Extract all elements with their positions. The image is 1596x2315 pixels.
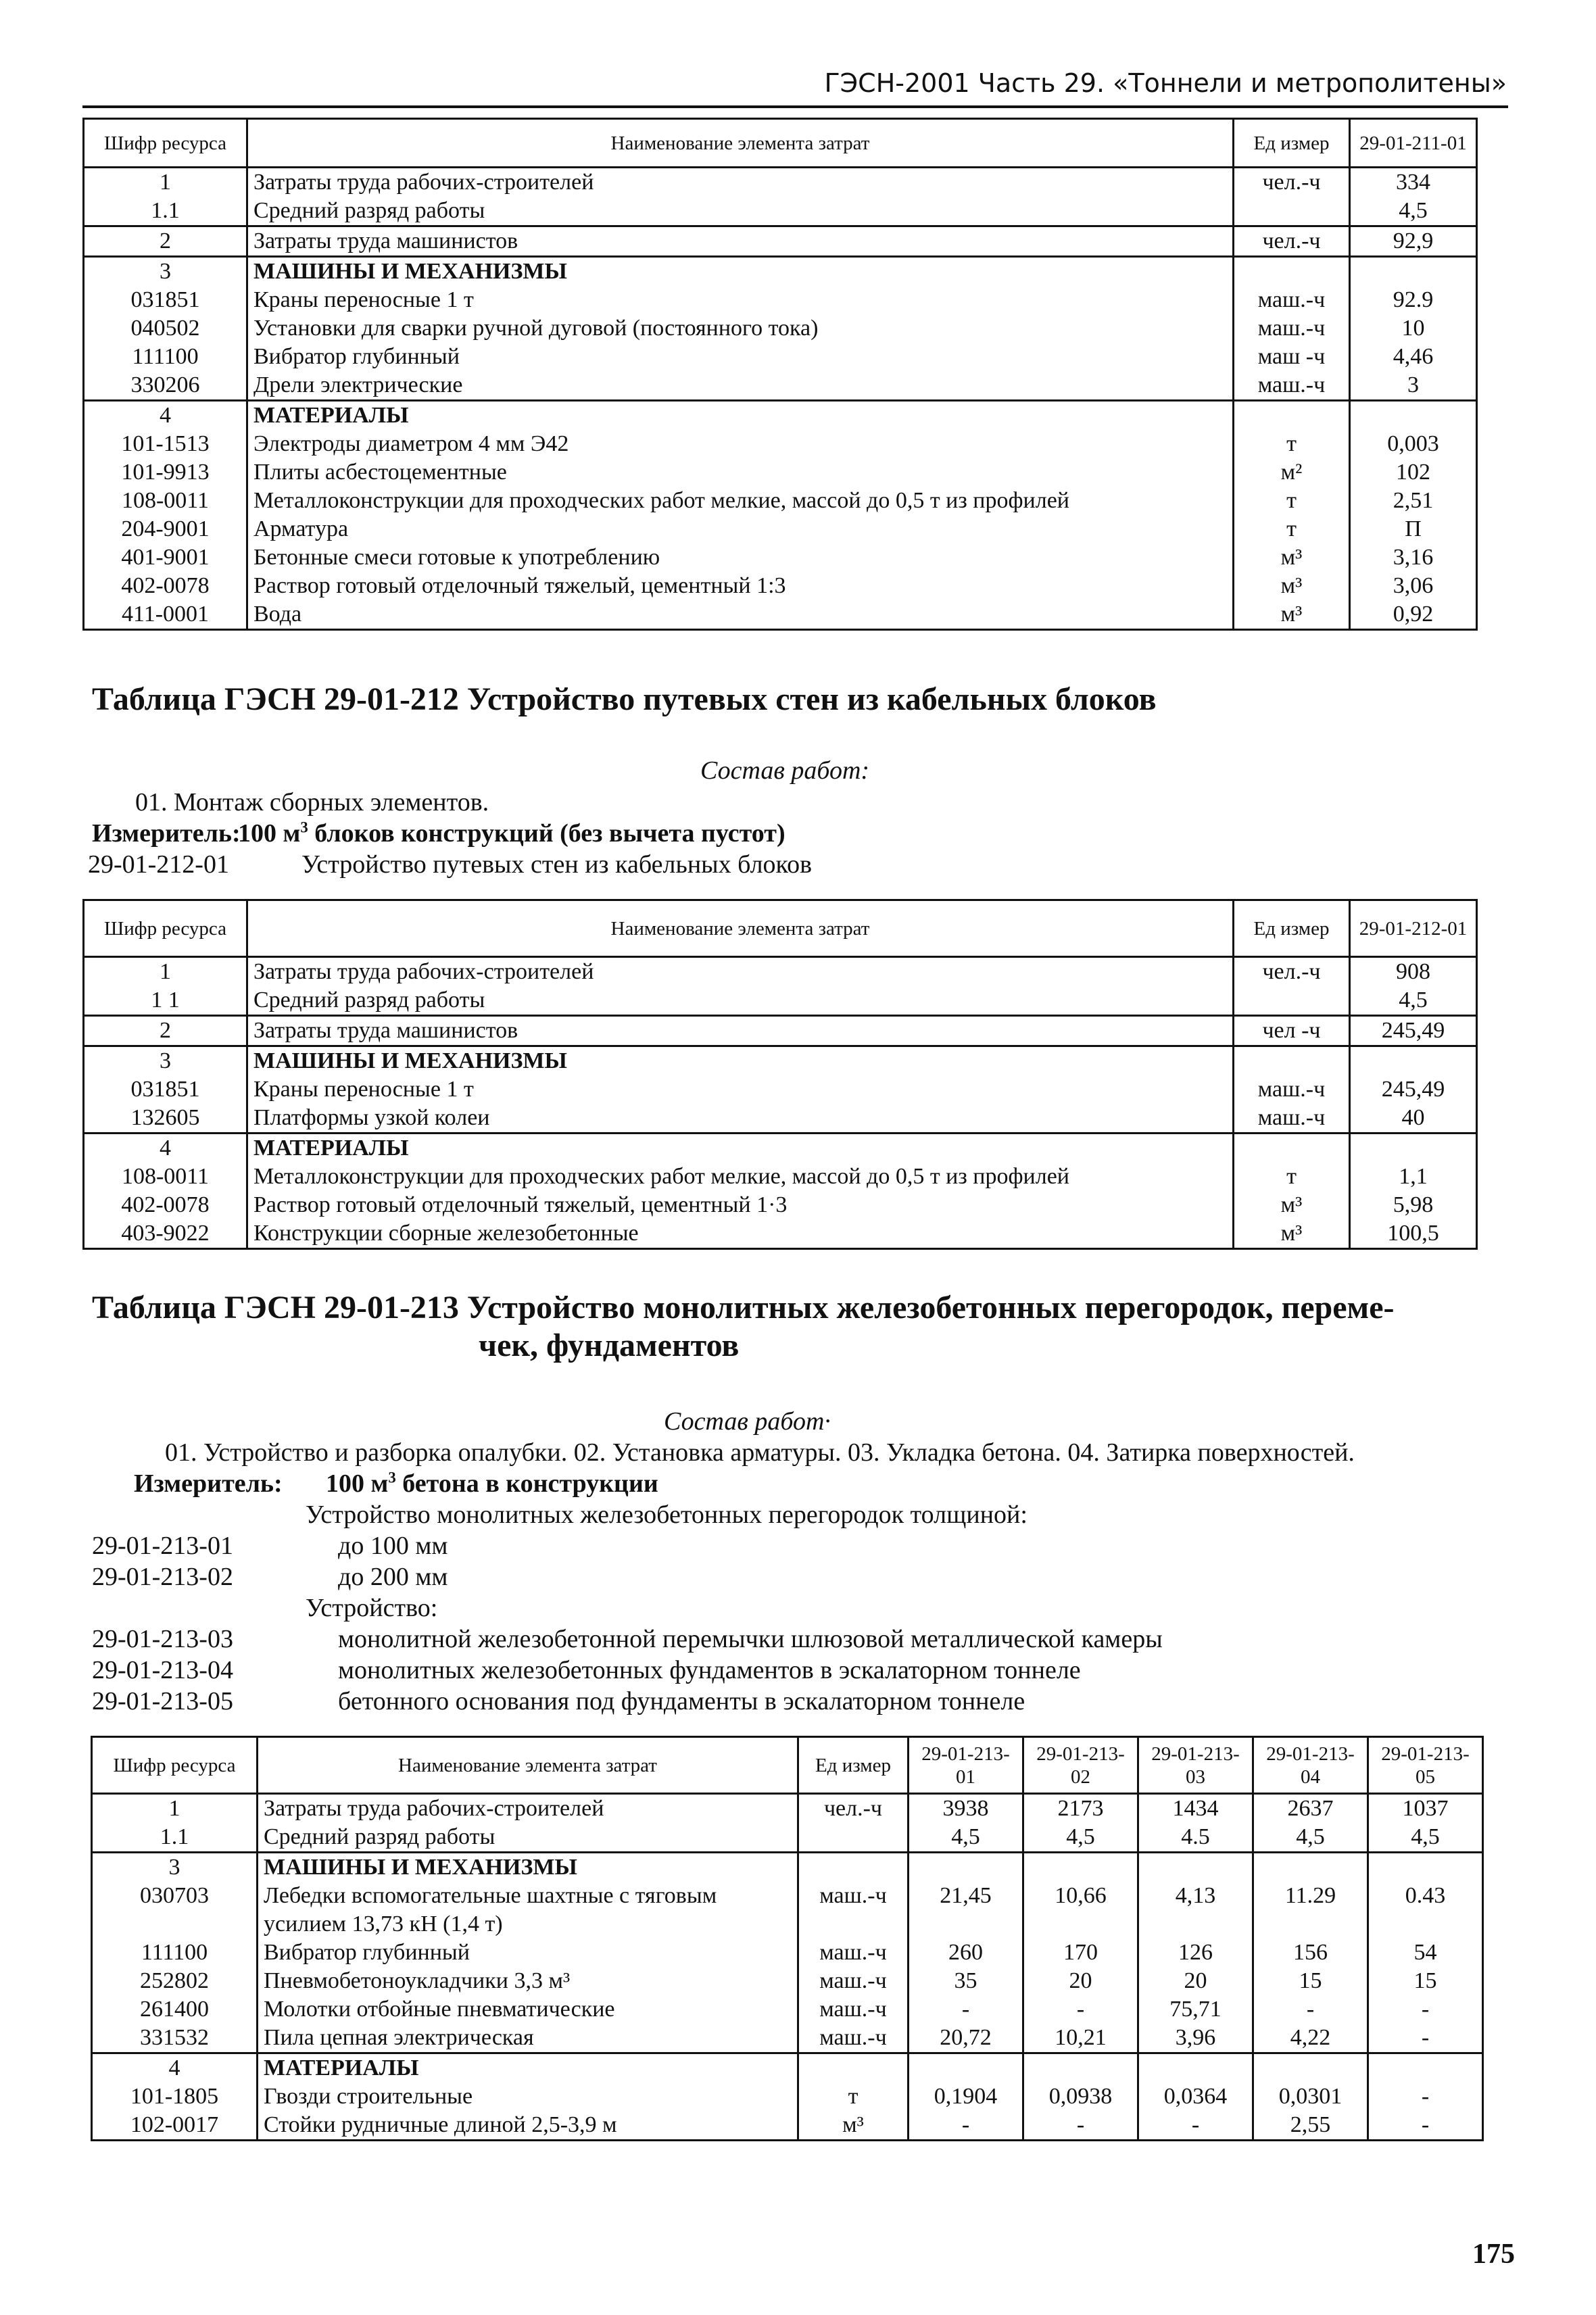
cell-unit: чел.-ч (1234, 168, 1350, 197)
cell-code: 411-0001 (84, 600, 247, 630)
table-213-item-name: бетонного основания под фундаменты в эскалаторном тоннеле (338, 1687, 1025, 1715)
col-header-value: 29-01-211-01 (1350, 119, 1477, 168)
cell-unit: т (1234, 515, 1350, 543)
cell-value: 1037 (1368, 1794, 1483, 1824)
cell-value: 2,55 (1253, 2111, 1368, 2141)
cell-code: 261400 (92, 1995, 258, 2024)
cell-value: 156 (1253, 1939, 1368, 1967)
cell-value (1253, 1910, 1368, 1939)
table-row (84, 226, 1477, 257)
table-row (92, 2082, 1483, 2111)
cell-name: МАШИНЫ И МЕХАНИЗМЫ (258, 1853, 798, 1882)
table-213-composition-label: Состав работ· (664, 1407, 831, 1436)
table-213-title-line1: Таблица ГЭСН 29-01-213 Устройство монолитных железобетонных перегородок, переме- (92, 1290, 1395, 1325)
table-row (84, 371, 1477, 401)
table-row (84, 986, 1477, 1016)
cell-value: 0,0301 (1253, 2082, 1368, 2111)
cell-value: 100,5 (1350, 1219, 1477, 1249)
cell-unit (1234, 257, 1350, 287)
running-header: ГЭСН-2001 Часть 29. «Тоннели и метрополитены» (824, 68, 1507, 98)
cell-name: Платформы узкой колеи (247, 1104, 1234, 1134)
cell-value (1138, 1853, 1253, 1882)
table-213-item-code: 29-01-213-01 (92, 1532, 233, 1560)
table-row (84, 458, 1477, 487)
cell-value: 170 (1023, 1939, 1138, 1967)
table-row (84, 1016, 1477, 1046)
cell-unit: маш.-ч (1234, 314, 1350, 343)
cell-name: Средний разряд работы (247, 986, 1234, 1016)
cell-code: 102-0017 (92, 2111, 258, 2141)
cell-value: 92,9 (1350, 226, 1477, 257)
table-row (92, 1823, 1483, 1853)
table-212-item-name: Устройство путевых стен из кабельных блоков (301, 850, 813, 879)
cell-unit: маш.-ч (1234, 1104, 1350, 1134)
table-212-works: 01. Монтаж сборных элементов. (135, 788, 489, 817)
cell-value: 3,16 (1350, 543, 1477, 572)
cell-value: 15 (1253, 1967, 1368, 1995)
table-213-works: 01. Устройство и разборка опалубки. 02. Установка арматуры. 03. Укладка бетона. 04. Затирка поверхностей. (165, 1438, 1355, 1467)
col-header-unit: Ед измер (798, 1737, 909, 1794)
cell-value: 4.5 (1138, 1823, 1253, 1853)
cell-value: 4,5 (1350, 197, 1477, 226)
cell-name: Пневмобетоноукладчики 3,3 м³ (258, 1967, 798, 1995)
cell-name: Средний разряд работы (258, 1823, 798, 1853)
cell-code: 108-0011 (84, 1163, 247, 1191)
cell-name: Раствор готовый отделочный тяжелый, цементный 1·3 (247, 1191, 1234, 1219)
cell-value (1368, 1853, 1483, 1882)
cell-value: 20 (1023, 1967, 1138, 1995)
cell-code: 402-0078 (84, 1191, 247, 1219)
cell-name: Арматура (247, 515, 1234, 543)
table-213-title-line2: чек, фундаментов (479, 1327, 740, 1363)
cell-code: 2 (84, 1016, 247, 1046)
cell-value: 20,72 (909, 2024, 1023, 2053)
cell-value: 334 (1350, 168, 1477, 197)
cell-value: 3,06 (1350, 572, 1477, 600)
cell-name: Стойки рудничные длиной 2,5-3,9 м (258, 2111, 798, 2141)
cell-code: 4 (84, 1134, 247, 1163)
table-213-item-name: монолитной железобетонной перемычки шлюзовой металлической камеры (338, 1625, 1163, 1653)
cell-value: 0,0938 (1023, 2082, 1138, 2111)
col-header-name: Наименование элемента затрат (258, 1737, 798, 1794)
cell-value (909, 1910, 1023, 1939)
cell-value (909, 1853, 1023, 1882)
cell-value (1350, 257, 1477, 287)
cell-value: 10,66 (1023, 1882, 1138, 1910)
page-number: 175 (1472, 2239, 1515, 2270)
cell-code: 3 (84, 1046, 247, 1076)
table-213-item-name: до 100 мм (338, 1532, 448, 1560)
table-row (92, 1939, 1483, 1967)
table-row (84, 572, 1477, 600)
table-212-composition-label: Состав работ: (700, 756, 870, 785)
cell-name: Вибратор глубинный (247, 343, 1234, 371)
table-212-meter-label: Измеритель: (92, 819, 241, 848)
cell-value (1350, 401, 1477, 431)
cell-value: 4,5 (1368, 1823, 1483, 1853)
cell-code: 031851 (84, 1075, 247, 1104)
cell-name: Краны переносные 1 т (247, 286, 1234, 314)
table-row (84, 1219, 1477, 1249)
col-header-value: 29-01-213-02 (1023, 1737, 1138, 1794)
cell-name: МАШИНЫ И МЕХАНИЗМЫ (247, 257, 1234, 287)
cell-code: 030703 (92, 1882, 258, 1910)
cell-value: 4,22 (1253, 2024, 1368, 2053)
table-213-meter-value: 100 $м^3$ бетона в конструкции (326, 1469, 658, 1498)
col-header-name: Наименование элемента затрат (247, 900, 1234, 957)
table-212-title: Таблица ГЭСН 29-01-212 Устройство путевых стен из кабельных блоков (92, 681, 1157, 717)
cell-value: 908 (1350, 957, 1477, 987)
cell-unit: маш.-ч (798, 1967, 909, 1995)
table-213-item-code: 29-01-213-02 (92, 1563, 233, 1591)
cell-value: 15 (1368, 1967, 1483, 1995)
col-header-code: Шифр ресурса (92, 1737, 258, 1794)
cell-value (909, 2053, 1023, 2083)
cell-value: 245,49 (1350, 1075, 1477, 1104)
cell-code: 101-9913 (84, 458, 247, 487)
table-row (92, 1910, 1483, 1939)
cell-unit: м² (1234, 458, 1350, 487)
cell-unit: маш.-ч (1234, 1075, 1350, 1104)
cell-value: 4,5 (1253, 1823, 1368, 1853)
cell-value: 3 (1350, 371, 1477, 401)
cell-value: - (909, 1995, 1023, 2024)
cell-code: 111100 (92, 1939, 258, 1967)
col-header-value: 29-01-213-04 (1253, 1737, 1368, 1794)
cell-unit: т (1234, 1163, 1350, 1191)
col-header-value: 29-01-212-01 (1350, 900, 1477, 957)
table-row (84, 1191, 1477, 1219)
cell-unit: чел -ч (1234, 1016, 1350, 1046)
cell-value (1023, 2053, 1138, 2083)
cell-value: 11.29 (1253, 1882, 1368, 1910)
table-row (84, 257, 1477, 287)
cell-code: 1 (84, 168, 247, 197)
cell-name: МАТЕРИАЛЫ (247, 1134, 1234, 1163)
table-row (84, 600, 1477, 630)
cell-name: Металлоконструкции для проходческих работ мелкие, массой до 0,5 т из профилей (247, 487, 1234, 515)
cell-value: 0,92 (1350, 600, 1477, 630)
col-header-value: 29-01-213-03 (1138, 1737, 1253, 1794)
cell-value (1350, 1134, 1477, 1163)
cell-name: Вода (247, 600, 1234, 630)
cell-value: 1434 (1138, 1794, 1253, 1824)
cell-name: Гвозди строительные (258, 2082, 798, 2111)
cell-unit: маш.-ч (1234, 371, 1350, 401)
cell-value: 10,21 (1023, 2024, 1138, 2053)
table-212-meter-value: 100 $м^3$ блоков конструкций (без вычета пустот) (238, 819, 785, 848)
cell-code: 1 1 (84, 986, 247, 1016)
table-row (84, 1104, 1477, 1134)
col-header-unit: Ед измер (1234, 119, 1350, 168)
cell-unit: т (1234, 487, 1350, 515)
table-row (84, 543, 1477, 572)
table-29-01-212 (82, 899, 1478, 1250)
cell-code (92, 1910, 258, 1939)
cell-value: 54 (1368, 1939, 1483, 1967)
cell-value: 0,1904 (909, 2082, 1023, 2111)
cell-value: 3938 (909, 1794, 1023, 1824)
cell-name: Дрели электрические (247, 371, 1234, 401)
cell-code: 1 (92, 1794, 258, 1824)
cell-code: 132605 (84, 1104, 247, 1134)
cell-value: П (1350, 515, 1477, 543)
col-header-unit: Ед измер (1234, 900, 1350, 957)
cell-value: 75,71 (1138, 1995, 1253, 2024)
cell-unit: маш.-ч (798, 2024, 909, 2053)
cell-code: 330206 (84, 371, 247, 401)
cell-value: 2637 (1253, 1794, 1368, 1824)
cell-value: 40 (1350, 1104, 1477, 1134)
cell-name: Металлоконструкции для проходческих работ мелкие, массой до 0,5 т из профилей (247, 1163, 1234, 1191)
table-row (84, 197, 1477, 226)
cell-code: 252802 (92, 1967, 258, 1995)
cell-value: 4,5 (1023, 1823, 1138, 1853)
table-row (84, 1163, 1477, 1191)
table-213-item-name: до 200 мм (338, 1563, 448, 1591)
cell-code: 3 (84, 257, 247, 287)
cell-name: МАТЕРИАЛЫ (247, 401, 1234, 431)
cell-name: Пила цепная электрическая (258, 2024, 798, 2053)
cell-code: 331532 (92, 2024, 258, 2053)
cell-code: 1 (84, 957, 247, 987)
table-row (84, 487, 1477, 515)
cell-name: МАТЕРИАЛЫ (258, 2053, 798, 2083)
cell-value: - (1368, 2082, 1483, 2111)
cell-value (1350, 1046, 1477, 1076)
cell-value: - (1253, 1995, 1368, 2024)
col-header-value: 29-01-213-01 (909, 1737, 1023, 1794)
table-row (84, 1075, 1477, 1104)
col-header-code: Шифр ресурса (84, 119, 247, 168)
table-row (84, 168, 1477, 197)
table-row (84, 430, 1477, 458)
table-row (84, 286, 1477, 314)
cell-value: - (1138, 2111, 1253, 2141)
cell-name: Вибратор глубинный (258, 1939, 798, 1967)
cell-name: Конструкции сборные железобетонные (247, 1219, 1234, 1249)
cell-code: 031851 (84, 286, 247, 314)
cell-code: 040502 (84, 314, 247, 343)
cell-code: 111100 (84, 343, 247, 371)
cell-value: 3,96 (1138, 2024, 1253, 2053)
cell-code: 204-9001 (84, 515, 247, 543)
cell-name: Затраты труда рабочих-строителей (247, 168, 1234, 197)
cell-unit (1234, 197, 1350, 226)
cell-unit (798, 1823, 909, 1853)
cell-code: 1.1 (92, 1823, 258, 1853)
cell-value (1253, 1853, 1368, 1882)
cell-unit: чел.-ч (1234, 226, 1350, 257)
cell-value: - (1368, 2111, 1483, 2141)
cell-name: Краны переносные 1 т (247, 1075, 1234, 1104)
cell-name: Средний разряд работы (247, 197, 1234, 226)
cell-name: Затраты труда рабочих-строителей (258, 1794, 798, 1824)
cell-name: Бетонные смеси готовые к употреблению (247, 543, 1234, 572)
cell-name: Затраты труда рабочих-строителей (247, 957, 1234, 987)
table-213-item-code: 29-01-213-04 (92, 1656, 233, 1684)
cell-value: 0,003 (1350, 430, 1477, 458)
cell-unit: м³ (1234, 1219, 1350, 1249)
cell-name: Затраты труда машинистов (247, 226, 1234, 257)
cell-code: 401-9001 (84, 543, 247, 572)
cell-unit: т (1234, 430, 1350, 458)
col-header-value: 29-01-213-05 (1368, 1737, 1483, 1794)
cell-value: 4,5 (1350, 986, 1477, 1016)
table-29-01-213 (91, 1736, 1484, 2141)
cell-code: 403-9022 (84, 1219, 247, 1249)
cell-unit: м³ (1234, 543, 1350, 572)
table-row (84, 515, 1477, 543)
table-row (92, 2111, 1483, 2141)
cell-unit: м³ (798, 2111, 909, 2141)
cell-name: Раствор готовый отделочный тяжелый, цементный 1:3 (247, 572, 1234, 600)
cell-value: 0.43 (1368, 1882, 1483, 1910)
header-rule (82, 105, 1508, 108)
cell-name: Плиты асбестоцементные (247, 458, 1234, 487)
table-row (92, 1794, 1483, 1824)
table-213-item-code: 29-01-213-03 (92, 1625, 233, 1653)
cell-unit (798, 1910, 909, 1939)
cell-unit (1234, 401, 1350, 431)
cell-unit: чел.-ч (1234, 957, 1350, 987)
cell-value (1138, 2053, 1253, 2083)
table-row (84, 343, 1477, 371)
table-row (92, 1995, 1483, 2024)
cell-code: 4 (92, 2053, 258, 2083)
cell-value: 1,1 (1350, 1163, 1477, 1191)
cell-unit (1234, 986, 1350, 1016)
cell-value: 102 (1350, 458, 1477, 487)
table-row (84, 401, 1477, 431)
cell-code: 101-1513 (84, 430, 247, 458)
cell-unit: т (798, 2082, 909, 2111)
cell-unit: маш.-ч (798, 1939, 909, 1967)
cell-code: 3 (92, 1853, 258, 1882)
cell-value: 2,51 (1350, 487, 1477, 515)
table-29-01-211 (82, 118, 1478, 631)
cell-unit: м³ (1234, 572, 1350, 600)
table-213-group1: Устройство монолитных железобетонных перегородок толщиной: (306, 1501, 1027, 1529)
table-row (84, 1046, 1477, 1076)
table-row (84, 314, 1477, 343)
cell-unit: м³ (1234, 600, 1350, 630)
cell-name: Затраты труда машинистов (247, 1016, 1234, 1046)
cell-code: 2 (84, 226, 247, 257)
cell-code: 1.1 (84, 197, 247, 226)
cell-unit: чел.-ч (798, 1794, 909, 1824)
cell-name: Молотки отбойные пневматические (258, 1995, 798, 2024)
table-213-group2: Устройство: (306, 1594, 438, 1622)
cell-unit (1234, 1046, 1350, 1076)
cell-value: 10 (1350, 314, 1477, 343)
cell-value: 245,49 (1350, 1016, 1477, 1046)
cell-value: 20 (1138, 1967, 1253, 1995)
cell-value (1023, 1910, 1138, 1939)
cell-unit: маш.-ч (798, 1995, 909, 2024)
cell-value: 35 (909, 1967, 1023, 1995)
cell-value: 0,0364 (1138, 2082, 1253, 2111)
cell-value: 260 (909, 1939, 1023, 1967)
cell-value: 4,13 (1138, 1882, 1253, 1910)
cell-code: 108-0011 (84, 487, 247, 515)
table-212-item-code: 29-01-212-01 (88, 850, 229, 879)
cell-code: 101-1805 (92, 2082, 258, 2111)
table-row (84, 1134, 1477, 1163)
cell-value: 5,98 (1350, 1191, 1477, 1219)
table-213-item-name: монолитных железобетонных фундаментов в эскалаторном тоннеле (338, 1656, 1081, 1684)
cell-value: 126 (1138, 1939, 1253, 1967)
cell-value (1138, 1910, 1253, 1939)
cell-unit (798, 2053, 909, 2083)
cell-unit (798, 1853, 909, 1882)
table-row (92, 2053, 1483, 2083)
cell-name: Электроды диаметром 4 мм Э42 (247, 430, 1234, 458)
cell-value (1368, 1910, 1483, 1939)
cell-value: - (1368, 2024, 1483, 2053)
col-header-code: Шифр ресурса (84, 900, 247, 957)
table-row (92, 1882, 1483, 1910)
cell-value: 92.9 (1350, 286, 1477, 314)
cell-value: 4,46 (1350, 343, 1477, 371)
cell-value: - (1023, 2111, 1138, 2141)
cell-unit (1234, 1134, 1350, 1163)
cell-unit: м³ (1234, 1191, 1350, 1219)
table-row (92, 1853, 1483, 1882)
cell-value: - (909, 2111, 1023, 2141)
cell-unit: маш.-ч (798, 1882, 909, 1910)
cell-value: - (1023, 1995, 1138, 2024)
cell-value: 21,45 (909, 1882, 1023, 1910)
cell-value: - (1368, 1995, 1483, 2024)
col-header-name: Наименование элемента затрат (247, 119, 1234, 168)
cell-value (1023, 1853, 1138, 1882)
cell-value (1368, 2053, 1483, 2083)
table-row (92, 1967, 1483, 1995)
table-row (84, 957, 1477, 987)
cell-name: МАШИНЫ И МЕХАНИЗМЫ (247, 1046, 1234, 1076)
cell-code: 4 (84, 401, 247, 431)
cell-name: усилием 13,73 кН (1,4 т) (258, 1910, 798, 1939)
cell-name: Установки для сварки ручной дуговой (постоянного тока) (247, 314, 1234, 343)
table-213-item-code: 29-01-213-05 (92, 1687, 233, 1715)
cell-unit: маш -ч (1234, 343, 1350, 371)
table-213-meter-label: Измеритель: (134, 1469, 283, 1498)
cell-unit: маш.-ч (1234, 286, 1350, 314)
cell-name: Лебедки вспомогательные шахтные с тяговым (258, 1882, 798, 1910)
cell-value: 2173 (1023, 1794, 1138, 1824)
cell-value (1253, 2053, 1368, 2083)
cell-value: 4,5 (909, 1823, 1023, 1853)
cell-code: 402-0078 (84, 572, 247, 600)
table-row (92, 2024, 1483, 2053)
